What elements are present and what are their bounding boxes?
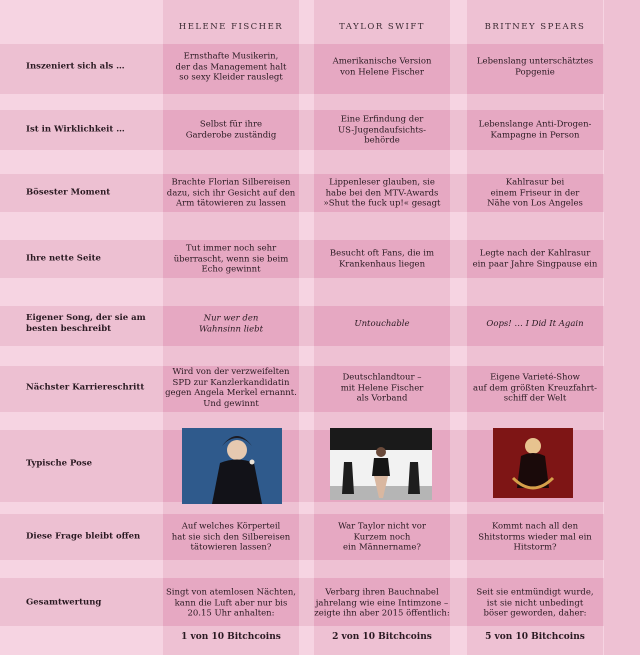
cell-line: Hitstorm? <box>513 542 557 553</box>
table-cell <box>467 587 603 619</box>
cell-line: US-Jugendaufsichts- <box>337 124 427 135</box>
right-column-bg <box>604 0 640 655</box>
table-cell <box>314 249 450 270</box>
table-cell <box>314 114 450 146</box>
cell-line: Echo gewinnt <box>201 264 261 275</box>
cell-line: hat sie sich den Silbereisen <box>171 531 291 542</box>
cell-line: Untouchable <box>354 318 410 329</box>
cell-line: Lippenleser glauben, sie <box>329 177 435 188</box>
helene-photo-art <box>182 428 282 504</box>
cell-line: mit Helene Fischer <box>340 382 424 393</box>
cell-line: Shitstorms wieder mal ein <box>478 531 592 542</box>
table-cell <box>314 587 450 619</box>
cell-line: habe bei den MTV-Awards <box>325 187 439 198</box>
cell-line: Krankenhaus liegen <box>338 259 426 269</box>
cell-line: auf dem größten Kreuzfahrt- <box>473 382 597 393</box>
row-label: Diese Frage bleibt offen <box>26 531 141 542</box>
cell-line: Ernsthafte Musikerin, <box>183 51 279 62</box>
cell-line: Arm tätowieren zu lassen <box>176 198 286 209</box>
table-cell <box>314 57 450 78</box>
table-cell <box>467 249 603 270</box>
britney-photo <box>493 428 573 498</box>
cell-line: böser geworden, daher: <box>483 608 587 619</box>
cell-line: ein Männername? <box>343 542 421 553</box>
cell-line: gegen Angela Merkel ernannt. <box>165 388 297 398</box>
cell-line: Seit sie entmündigt wurde, <box>476 587 594 598</box>
row-label: Inszeniert sich als … <box>26 61 125 72</box>
taylor-photo-art <box>330 428 432 500</box>
row-label: Nächster Karriereschritt <box>26 382 145 393</box>
cell-line: überrascht, wenn sie beim <box>173 253 289 264</box>
cell-line: Und gewinnt <box>203 398 259 409</box>
table-cell <box>163 314 299 335</box>
cell-line: Auf welches Körperteil <box>181 521 281 532</box>
taylor-photo <box>330 428 432 500</box>
cell-line: SPD zur Kanzlerkandidatin <box>172 377 290 388</box>
cell-line: »Shut the fuck up!« gesagt <box>323 198 441 209</box>
cell-line: Oops! … I Did It Again <box>486 318 584 329</box>
cell-line: Legte nach der Kahlrasur <box>479 248 591 259</box>
cell-line: Besucht oft Fans, die im <box>329 248 435 259</box>
table-cell <box>467 177 603 209</box>
cell-line: 20.15 Uhr anhalten: <box>187 608 275 619</box>
cell-line: Deutschlandtour – <box>342 372 422 383</box>
britney-photo-art <box>493 428 573 498</box>
table-cell <box>163 521 299 553</box>
cell-line: Wahnsinn liebt <box>198 324 264 334</box>
table-cell <box>163 177 299 209</box>
cell-line: Kahlrasur bei <box>505 177 565 188</box>
cell-line: Wird von der verzweifelten <box>172 367 290 377</box>
cell-line: jahrelang wie eine Intimzone – <box>315 597 449 608</box>
table-cell <box>467 521 603 553</box>
table-cell <box>163 120 299 141</box>
cell-line: behörde <box>364 135 400 146</box>
cell-line: so sexy Kleider rauslegt <box>179 72 283 83</box>
cell-line: Nur wer den <box>203 313 259 324</box>
cell-line: dazu, sich ihr Gesicht auf den <box>166 187 296 198</box>
cell-line: Singt von atemlosen Nächten, <box>165 587 296 598</box>
cell-line: als Vorband <box>356 393 408 404</box>
row-label: Ist in Wirklichkeit … <box>26 124 125 135</box>
table-cell <box>467 57 603 78</box>
cell-line: kann die Luft aber nur bis <box>174 597 288 608</box>
cell-line: der das Management halt <box>175 61 287 72</box>
table-cell <box>314 319 450 330</box>
row-label: Ihre nette Seite <box>26 253 101 264</box>
column-header: TAYLOR SWIFT <box>339 22 425 32</box>
table-cell <box>163 367 299 409</box>
row-label: Typische Pose <box>26 458 93 469</box>
cell-line: Lebenslange Anti-Drogen- <box>478 119 592 130</box>
helene-photo <box>182 428 282 504</box>
cell-line: Garderobe zuständig <box>185 130 277 140</box>
column-header: BRITNEY SPEARS <box>484 22 586 32</box>
table-cell <box>314 372 450 404</box>
row-label: Eigener Song, der sie am besten beschreibt <box>26 313 146 334</box>
score: 2 von 10 Bitchcoins <box>332 631 432 642</box>
cell-line: Eigene Varieté-Show <box>490 372 580 383</box>
cell-line: einem Friseur in der <box>490 187 580 198</box>
cell-line: tätowieren lassen? <box>190 542 272 553</box>
table-cell <box>467 319 603 330</box>
cell-line: Nähe von Los Angeles <box>487 198 583 209</box>
cell-line: Tut immer noch sehr <box>185 243 277 254</box>
cell-line: Kampagne in Person <box>490 130 580 140</box>
table-cell <box>467 372 603 404</box>
table-cell <box>163 51 299 83</box>
cell-line: ist sie nicht unbedingt <box>486 597 584 608</box>
cell-line: Brachte Florian Silbereisen <box>171 177 291 188</box>
cell-line: Kurzem noch <box>353 531 411 542</box>
cell-line: Selbst für ihre <box>199 119 263 130</box>
cell-line: Popgenie <box>515 67 555 77</box>
table-cell <box>163 243 299 275</box>
cell-line: War Taylor nicht vor <box>338 521 426 532</box>
score: 5 von 10 Bitchcoins <box>485 631 585 642</box>
cell-line: ein paar Jahre Singpause ein <box>472 259 598 269</box>
table-cell <box>314 177 450 209</box>
cell-line: zeigte ihn aber 2015 öffentlich: <box>314 608 450 619</box>
table-cell <box>314 521 450 553</box>
score: 1 von 10 Bitchcoins <box>181 631 281 642</box>
cell-line: Verbarg ihren Bauchnabel <box>325 587 439 598</box>
cell-line: schiff der Welt <box>503 393 567 404</box>
cell-line: Lebenslang unterschätztes <box>476 56 594 67</box>
row-label: Gesamtwertung <box>26 597 102 608</box>
cell-line: von Helene Fischer <box>340 67 424 77</box>
table-cell <box>467 120 603 141</box>
cell-line: Eine Erfindung der <box>340 114 424 125</box>
cell-line: Amerikanische Version <box>332 56 432 67</box>
row-label: Bösester Moment <box>26 187 111 198</box>
column-header: HELENE FISCHER <box>178 22 284 32</box>
cell-line: Kommt nach all den <box>491 521 579 532</box>
table-cell <box>163 587 299 619</box>
